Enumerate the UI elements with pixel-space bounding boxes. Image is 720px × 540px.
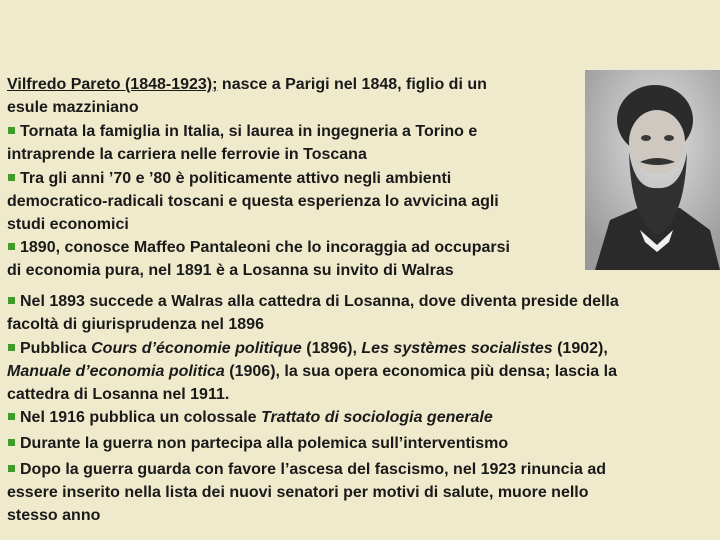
book-title-cours: Cours d’économie politique <box>91 340 302 357</box>
bullet-1-line1: Tornata la famiglia in Italia, si laurea in ingegneria a Torino e <box>20 123 478 140</box>
book-title-trattato: Trattato di sociologia generale <box>260 409 493 426</box>
bullet-5-line3: cattedra di Losanna nel 1911. <box>7 386 230 403</box>
intro-name: Vilfredo Pareto (1848-1923); <box>7 76 218 93</box>
bullet-1-line2: intraprende la carriera nelle ferrovie in Toscana <box>7 146 367 163</box>
bullet-8 <box>7 458 606 527</box>
bullet-8-line1: Dopo la guerra guarda con favore l’ascesa del fascismo, nel 1923 rinuncia ad <box>20 461 606 478</box>
bullet-5-text-c: (1902), <box>552 340 608 357</box>
bullet-square-icon <box>8 297 15 304</box>
bullet-5-text-b: (1896), <box>301 340 362 357</box>
bullet-2-line3: studi economici <box>7 216 129 233</box>
bullet-square-icon <box>8 174 15 181</box>
bullet-4 <box>7 290 619 336</box>
bullet-1 <box>7 120 477 166</box>
bullet-3-line2: di economia pura, nel 1891 è a Losanna su invito di Walras <box>7 262 454 279</box>
intro-paragraph <box>7 73 487 119</box>
portrait-photo <box>585 70 720 270</box>
bullet-square-icon <box>8 439 15 446</box>
bullet-8-line3: stesso anno <box>7 507 101 524</box>
bullet-7 <box>7 432 508 455</box>
bullet-3-line1: 1890, conosce Maffeo Pantaleoni che lo incoraggia ad occuparsi <box>20 239 510 256</box>
bullet-2-line1: Tra gli anni ’70 e ’80 è politicamente attivo negli ambienti <box>20 170 452 187</box>
intro-rest: nasce a Parigi nel 1848, figlio di un <box>217 76 487 93</box>
book-title-manuale: Manuale d’economia politica <box>7 363 225 380</box>
bullet-4-line1: Nel 1893 succede a Walras alla cattedra di Losanna, dove diventa preside della <box>20 293 619 310</box>
bullet-6 <box>7 406 493 429</box>
bullet-5-text-a: Pubblica <box>20 340 92 357</box>
bullet-5 <box>7 337 617 406</box>
bullet-4-line2: facoltà di giurisprudenza nel 1896 <box>7 316 264 333</box>
bullet-7-text: Durante la guerra non partecipa alla polemica sull’interventismo <box>20 435 509 452</box>
bullet-3 <box>7 236 510 282</box>
bullet-8-line2: essere inserito nella lista dei nuovi senatori per motivi di salute, muore nello <box>7 484 589 501</box>
bullet-square-icon <box>8 127 15 134</box>
intro-line2: esule mazziniano <box>7 99 139 116</box>
bullet-5-text-d: (1906), la sua opera economica più densa; lascia la <box>224 363 617 380</box>
bullet-square-icon <box>8 465 15 472</box>
book-title-systemes: Les systèmes socialistes <box>361 340 553 357</box>
bullet-2-line2: democratico-radicali toscani e questa esperienza lo avvicina agli <box>7 193 499 210</box>
bullet-square-icon <box>8 243 15 250</box>
bullet-square-icon <box>8 413 15 420</box>
portrait-drawing <box>585 70 720 270</box>
bullet-6-text: Nel 1916 pubblica un colossale <box>20 409 261 426</box>
bullet-square-icon <box>8 344 15 351</box>
bullet-2 <box>7 167 499 236</box>
